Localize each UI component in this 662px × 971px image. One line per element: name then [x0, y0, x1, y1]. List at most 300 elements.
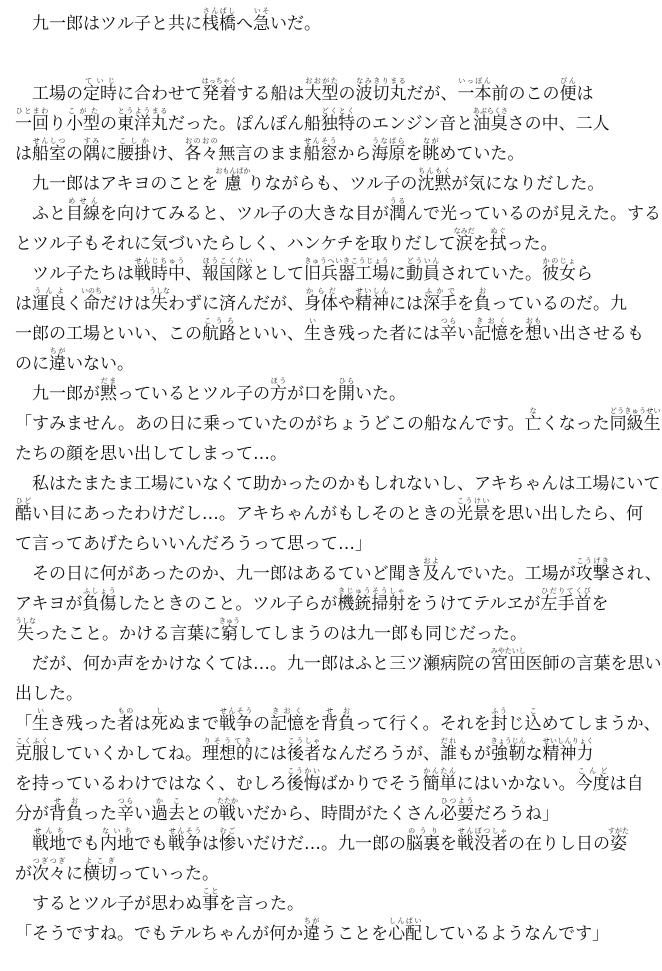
ruby-base: 方 [270, 384, 287, 404]
furigana-word [457, 77, 492, 104]
furigana-word [575, 767, 610, 794]
furigana-word [117, 797, 134, 824]
text-run: いだ。 [270, 14, 321, 34]
ruby-base: 戦争 [168, 834, 202, 854]
furigana-word [406, 257, 440, 284]
furigana-word [355, 77, 407, 104]
ruby-base: 脳裏 [406, 834, 440, 854]
text-run: する船は [236, 84, 305, 104]
furigana-word [304, 77, 339, 104]
text-run: な [525, 744, 543, 764]
ruby-base: 波切丸 [355, 84, 407, 104]
furigana-word [338, 377, 355, 404]
ruby-reading: なが [422, 137, 440, 145]
text-run: り [49, 114, 66, 134]
text-run: され、 [609, 564, 662, 584]
ruby-reading: こうろ [202, 317, 236, 325]
ruby-base: 辛 [117, 804, 134, 824]
text-run: って行く。それを [355, 714, 491, 734]
text-run: わずに済んだが、 [168, 294, 304, 314]
text-run: の [66, 144, 83, 164]
ruby-reading: こうけい [456, 497, 491, 505]
text-run: 「すみません。あの日に乗っていたのがちょうどこの船なんです。 [15, 414, 525, 434]
ruby-base: 船室 [32, 144, 66, 164]
furigana-word [32, 137, 66, 164]
ruby-base: 定時 [83, 84, 117, 104]
text-line [15, 434, 597, 464]
ruby-reading: きおく [474, 317, 508, 325]
text-line [15, 314, 644, 344]
text-run: ツル子たちは [15, 264, 134, 284]
ruby-reading: なみきりまる [355, 77, 407, 85]
text-run: されていた。 [440, 264, 542, 284]
text-run: んでいた。工場が [439, 564, 576, 584]
text-run: だろうね」 [474, 804, 559, 824]
furigana-word [417, 167, 452, 194]
text-run: へ [236, 14, 253, 34]
text-run: したときのこと。ツル子らが [116, 594, 338, 614]
text-run: を [591, 594, 609, 614]
furigana-word [422, 767, 457, 794]
ruby-base: 姿 [608, 834, 629, 854]
ruby-reading: すみ [83, 137, 100, 145]
ruby-reading: せいしん [355, 287, 389, 295]
ruby-base: 目線 [66, 204, 100, 224]
ruby-reading: さんばし [202, 7, 236, 15]
text-run: だけは [100, 294, 151, 314]
ruby-reading: のうり [406, 827, 440, 835]
furigana-word [32, 707, 49, 734]
ruby-base: 克服 [15, 744, 49, 764]
ruby-base: 及 [422, 564, 440, 584]
text-line [15, 494, 644, 524]
ruby-base: 命 [81, 294, 102, 314]
text-run: でも [66, 834, 100, 854]
ruby-base: 光景 [456, 504, 491, 524]
ruby-base: 必要 [440, 804, 474, 824]
furigana-word [472, 107, 508, 134]
ruby-base: 同級生 [609, 414, 661, 434]
furigana-word [540, 587, 592, 614]
text-run: んで光っているのが見えた。する [406, 204, 661, 224]
furigana-word [270, 707, 304, 734]
text-line [15, 404, 661, 434]
text-run: その日に何があったのか、九一郎はあるていど聞き [15, 564, 423, 584]
text-run: にはいかない。 [456, 774, 576, 794]
ruby-base: 戦争 [219, 714, 253, 734]
ruby-reading: ちんもく [417, 167, 452, 175]
ruby-base: 精神 [355, 294, 389, 314]
text-line [15, 134, 597, 164]
furigana-word [202, 7, 236, 34]
ruby-reading: ぬぐ [489, 227, 507, 235]
text-line [15, 614, 597, 644]
ruby-reading: いそ [253, 7, 270, 15]
ruby-base: 負傷 [82, 594, 117, 614]
ruby-base: 身体 [304, 294, 338, 314]
ruby-reading: ほう [270, 377, 287, 385]
ruby-reading: からだ [304, 287, 338, 295]
furigana-word [440, 317, 457, 344]
text-run: さの中、二人 [507, 114, 610, 134]
text-line [15, 254, 597, 284]
furigana-word [304, 317, 321, 344]
ruby-base: 強靭 [490, 744, 526, 764]
furigana-word [219, 707, 253, 734]
furigana-word [117, 707, 134, 734]
furigana-word [15, 497, 32, 524]
furigana-word [32, 827, 66, 854]
text-run: 、 [185, 264, 202, 284]
ruby-base: 負 [474, 294, 491, 314]
text-run: の在りし日の [508, 834, 610, 854]
text-run: っているのだ。九 [491, 294, 627, 314]
ruby-base: 涙 [453, 234, 475, 254]
text-run: を [405, 144, 423, 164]
ruby-base: 理想的 [202, 744, 253, 764]
ruby-reading: せんそう [219, 707, 253, 715]
text-run: 前のこの [491, 84, 560, 104]
furigana-word [253, 7, 270, 34]
furigana-word [371, 137, 406, 164]
text-line [15, 584, 609, 614]
text-line [15, 464, 661, 494]
ruby-base: 桟橋 [202, 14, 236, 34]
text-run: でも [134, 834, 168, 854]
furigana-word [83, 137, 100, 164]
ruby-reading: せんじちゅう [134, 257, 185, 265]
ruby-base: 記憶 [270, 714, 304, 734]
text-run: 無言のまま [218, 144, 304, 164]
furigana-word [422, 557, 440, 584]
text-line [15, 824, 629, 854]
ruby-reading: うなばら [371, 137, 406, 145]
ruby-base: 簡単 [422, 774, 457, 794]
furigana-word [406, 827, 440, 854]
ruby-reading: こうげき [575, 557, 610, 565]
ruby-base: 戦時中 [134, 264, 185, 284]
ruby-base: 生 [304, 324, 321, 344]
text-run: い出させるも [542, 324, 644, 344]
text-run: の [253, 714, 270, 734]
text-run: ふと [15, 204, 66, 224]
text-run: のエンジン音と [355, 114, 474, 134]
ruby-reading: うる [389, 197, 406, 205]
furigana-word [82, 587, 117, 614]
ruby-reading: うしな [149, 287, 170, 295]
furigana-word [440, 797, 474, 824]
text-run: ばかりでそう [320, 774, 423, 794]
ruby-base: 失 [149, 294, 170, 314]
text-run: から [337, 144, 372, 164]
ruby-reading: なみだ [453, 227, 475, 235]
furigana-word [202, 737, 253, 764]
text-run: った。 [506, 234, 558, 254]
ruby-base: 運良 [32, 294, 66, 314]
text-run: が [15, 864, 32, 884]
furigana-word [201, 77, 237, 104]
text-line [15, 554, 662, 584]
text-run: いた。 [355, 384, 406, 404]
text-run: 九一郎が [15, 384, 100, 404]
ruby-base: 死 [151, 714, 168, 734]
ruby-base: 生 [32, 714, 49, 734]
furigana-word [490, 737, 526, 764]
ruby-reading: きじゅうそうしゃ [337, 587, 406, 595]
text-run: を [472, 234, 490, 254]
text-run: に [389, 264, 406, 284]
furigana-word [355, 287, 389, 314]
ruby-base: 黙 [100, 384, 117, 404]
text-run: には [389, 294, 423, 314]
ruby-base: 事 [202, 894, 219, 914]
text-line [15, 164, 605, 194]
ruby-base: 込 [524, 714, 542, 734]
text-run: だった。ぽんぽん船 [168, 114, 321, 134]
text-run: っていった。 [117, 864, 219, 884]
text-line [15, 224, 597, 254]
furigana-word [168, 827, 202, 854]
text-run: が口を [287, 384, 338, 404]
text-run: を言った。 [219, 894, 304, 914]
text-line [15, 704, 661, 734]
furigana-word [81, 287, 102, 314]
text-run: いない。 [66, 354, 134, 374]
furigana-word [575, 557, 610, 584]
ruby-base: 過去 [151, 804, 185, 824]
text-run: は [15, 294, 32, 314]
ruby-base: 各々 [184, 144, 219, 164]
ruby-base: 彼女 [542, 264, 576, 284]
text-run: て言ってあげたらいいんだろうって思って…」 [15, 534, 372, 554]
ruby-base: 者 [117, 714, 134, 734]
furigana-word [303, 137, 338, 164]
text-run: するとツル子が思わぬ [15, 894, 202, 914]
text-run: めていた。 [439, 144, 525, 164]
furigana-word [151, 707, 168, 734]
text-run: 九一郎はアキヨのことを [15, 174, 219, 194]
ruby-reading: ふう [490, 707, 508, 715]
ruby-reading: いのち [81, 287, 102, 295]
ruby-reading: きゅう [219, 617, 240, 625]
text-run: との [185, 804, 219, 824]
ruby-reading: おのおの [184, 137, 219, 145]
ruby-base: 慮 [215, 174, 251, 194]
ruby-reading: こがた [66, 107, 100, 115]
ruby-reading: とうようまる [117, 107, 168, 115]
ruby-base: 戦 [217, 804, 238, 824]
ruby-reading: およ [422, 557, 440, 565]
ruby-reading: こと [202, 887, 219, 895]
furigana-word [49, 347, 66, 374]
text-run: は [576, 84, 594, 104]
ruby-base: 便 [559, 84, 577, 104]
text-run: めてしまうか、 [541, 714, 661, 734]
ruby-base: 航路 [202, 324, 236, 344]
text-run: き残った者には [321, 324, 440, 344]
ruby-base: 内地 [100, 834, 134, 854]
text-line [15, 764, 644, 794]
ruby-reading: ひとまわ [15, 107, 49, 115]
ruby-base: 亡 [524, 414, 542, 434]
ruby-base: 後者 [287, 744, 321, 764]
ruby-base: 船窓 [303, 144, 338, 164]
text-run: として [253, 264, 304, 284]
ruby-base: 違 [303, 924, 321, 944]
ruby-reading: ていじ [83, 77, 117, 85]
ruby-reading: めせん [66, 197, 100, 205]
ruby-reading: ちが [303, 917, 321, 925]
ruby-base: 拭 [489, 234, 507, 254]
ruby-reading: だれ [440, 737, 457, 745]
text-run: だが、何か声をかけなくては…。九一郎はふと三ツ瀬病院の [15, 654, 491, 674]
ruby-reading: せお [49, 797, 83, 805]
furigana-word [287, 737, 321, 764]
text-run: していくかしてね。 [49, 744, 202, 764]
ruby-reading: な [524, 407, 542, 415]
text-run: く [66, 294, 83, 314]
text-line [15, 884, 597, 914]
furigana-word [524, 407, 542, 434]
ruby-reading: こくふく [15, 737, 49, 745]
ruby-reading: せお [321, 707, 355, 715]
ruby-reading: こしか [117, 137, 151, 145]
furigana-word [286, 767, 321, 794]
text-run: を持っているわけではなく、むしろ [15, 774, 287, 794]
ruby-reading: はっちゃく [201, 77, 237, 85]
ruby-reading: しんぱい [388, 917, 423, 925]
furigana-word [542, 737, 594, 764]
ruby-base: 惨 [219, 834, 236, 854]
text-run: たちの顔を思い出してしまって…。 [15, 444, 287, 464]
furigana-word [474, 287, 491, 314]
ruby-reading: かんたん [422, 767, 457, 775]
ruby-reading: ひだりてくび [540, 587, 592, 595]
text-run: に合わせて [117, 84, 202, 104]
ruby-base: 沈黙 [417, 174, 452, 194]
ruby-reading: びん [559, 77, 577, 85]
text-run: 私はたまたま工場にいなくて助かったのかもしれないし、アキちゃんは工場にいて [15, 474, 661, 494]
ruby-reading: だま [100, 377, 117, 385]
text-run: っているとツル子の [117, 384, 270, 404]
ruby-base: 戦地 [32, 834, 66, 854]
ruby-reading: ひら [338, 377, 355, 385]
text-line [15, 794, 597, 824]
ruby-reading: ひど [15, 497, 32, 505]
text-run: アキヨが [15, 594, 83, 614]
text-run: 医師の言葉を思い [525, 654, 662, 674]
ruby-base: 潤 [389, 204, 406, 224]
text-line [15, 284, 627, 314]
ruby-base: 今度 [575, 774, 610, 794]
ruby-reading: どういん [406, 257, 440, 265]
furigana-word [32, 857, 66, 884]
ruby-reading: もの [117, 707, 134, 715]
text-run: を [508, 324, 525, 344]
ruby-base: 機銃掃射 [337, 594, 406, 614]
ruby-reading: きょうじん [490, 737, 526, 745]
ruby-reading: すがた [608, 827, 629, 835]
text-run: を向けてみると、ツル子の大きな目が [100, 204, 389, 224]
furigana-word [66, 107, 100, 134]
ruby-reading: い [304, 317, 321, 325]
ruby-reading: せいしんりょく [542, 737, 594, 745]
furigana-word [542, 257, 576, 284]
ruby-reading: せんち [32, 827, 66, 835]
furigana-word [117, 137, 151, 164]
text-run: は [134, 714, 151, 734]
ruby-reading: よこぎ [83, 857, 117, 865]
text-run: 「 [15, 714, 32, 734]
ruby-reading: こんど [575, 767, 610, 775]
ruby-reading: むご [219, 827, 236, 835]
ruby-reading: ちが [49, 347, 66, 355]
ruby-base: 報国隊 [202, 264, 253, 284]
ruby-reading: うんよ [32, 287, 66, 295]
furigana-word [423, 287, 457, 314]
ruby-base: 旧兵器工場 [304, 264, 389, 284]
ruby-base: 失 [15, 624, 36, 644]
text-run: は [15, 144, 32, 164]
ruby-reading: つら [117, 797, 134, 805]
ruby-reading: おもんばか [215, 167, 251, 175]
furigana-word [457, 827, 508, 854]
text-run: だが、 [406, 84, 458, 104]
text-run: 九一郎はツル子と共に [15, 14, 202, 34]
ruby-reading: おも [525, 317, 542, 325]
furigana-word [422, 137, 440, 164]
text-run: い [457, 324, 474, 344]
furigana-word [456, 497, 491, 524]
furigana-word [100, 827, 134, 854]
text-line [15, 644, 662, 674]
ruby-base: 左手首 [540, 594, 592, 614]
ruby-reading: かこ [151, 797, 185, 805]
furigana-word [524, 707, 542, 734]
ruby-base: 次々 [32, 864, 66, 884]
ruby-base: 誰 [440, 744, 457, 764]
text-line [15, 854, 597, 884]
furigana-word [389, 197, 406, 224]
furigana-word [490, 707, 508, 734]
furigana-word [83, 77, 117, 104]
ruby-reading: みやたいし [490, 647, 526, 655]
ruby-base: 背負 [49, 804, 83, 824]
text-run: といい、 [236, 324, 304, 344]
ruby-base: 一本 [457, 84, 492, 104]
furigana-word [321, 707, 355, 734]
text-line [15, 344, 597, 374]
ruby-base: 小型 [66, 114, 100, 134]
ruby-reading: せんそう [303, 137, 338, 145]
text-run: き残った [49, 714, 117, 734]
ruby-reading: たたか [217, 797, 238, 805]
furigana-word [453, 227, 475, 254]
ruby-reading: つぎつぎ [32, 857, 66, 865]
ruby-base: 動員 [406, 264, 440, 284]
ruby-base: 戦没者 [457, 834, 508, 854]
furigana-word [215, 167, 251, 194]
furigana-word [100, 377, 117, 404]
ruby-base: 封 [490, 714, 508, 734]
furigana-word [609, 407, 661, 434]
furigana-word [66, 197, 100, 224]
furigana-word [217, 797, 238, 824]
furigana-word [49, 797, 83, 824]
text-run: の [100, 114, 117, 134]
furigana-word [219, 827, 236, 854]
text-line [15, 734, 597, 764]
